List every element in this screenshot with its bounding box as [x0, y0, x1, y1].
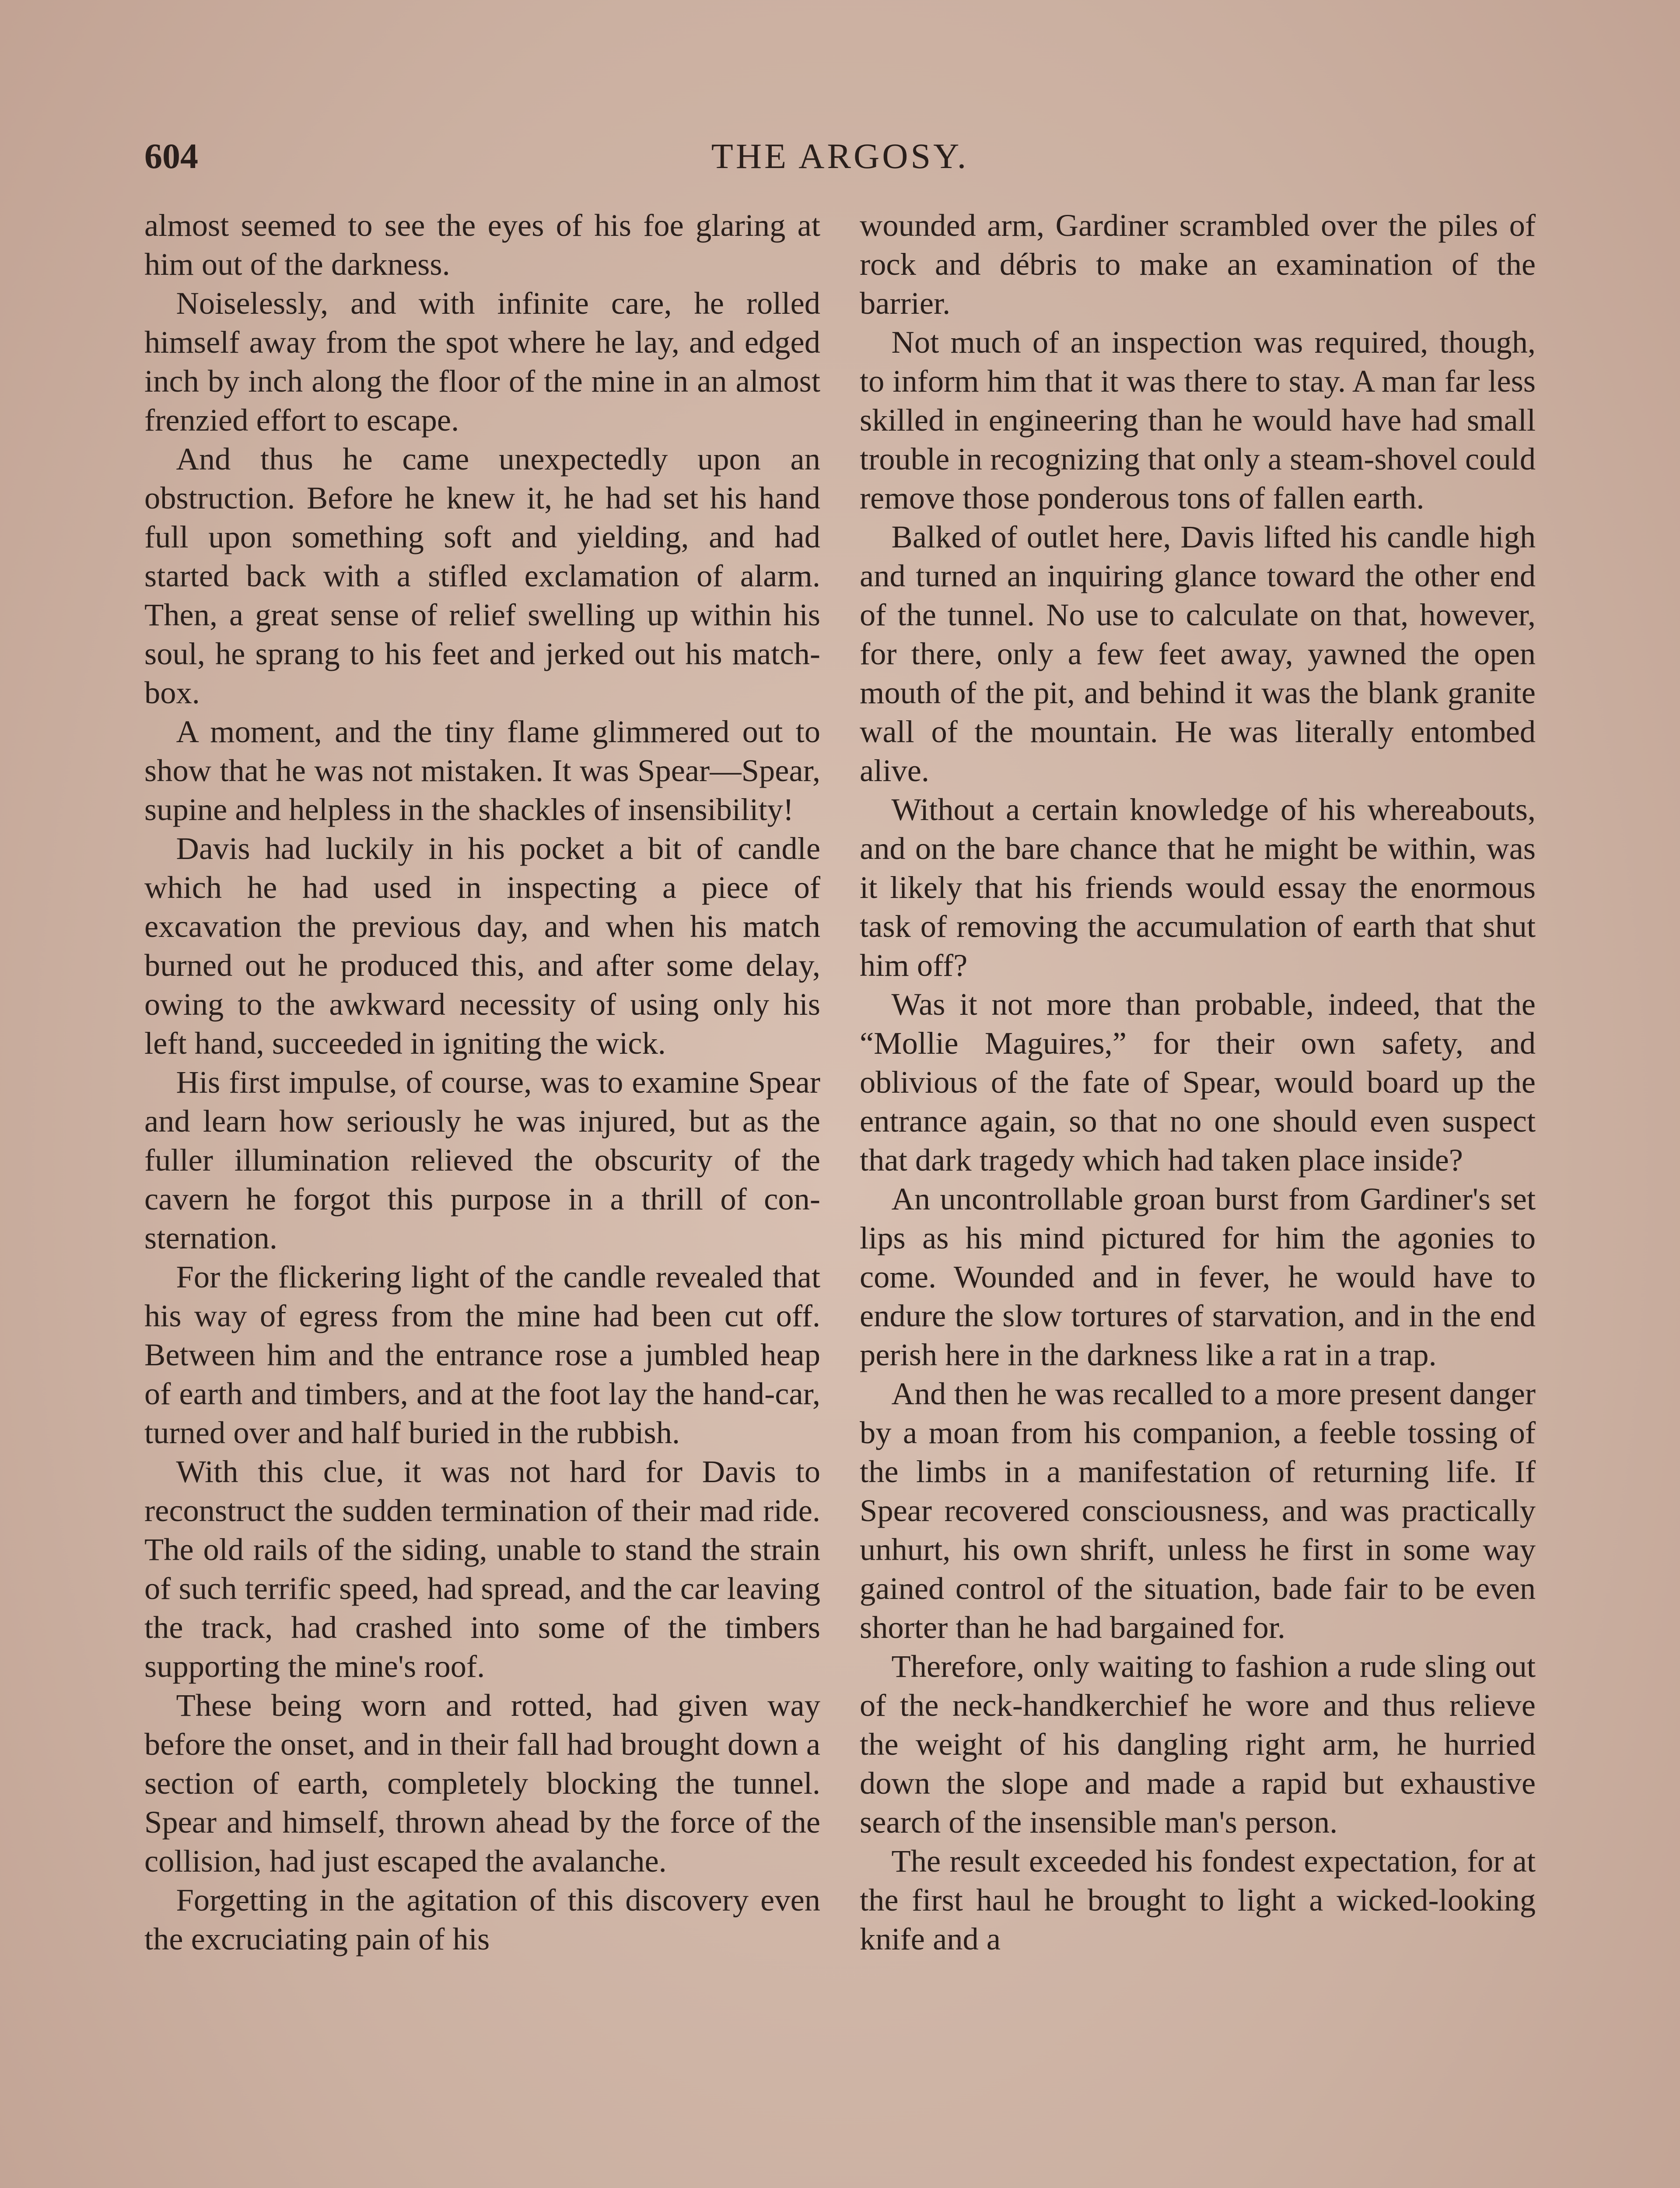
paragraph: And then he was recalled to a more present danger by a moan from his companion, a feeble tossing of the limbs in a manifestation of returning life. If Spear recovered consciousness, and was practically unhurt, his own shrift, unless he first in some way gained control of the situation, bade fair to be even shorter than he had bargained for.	[860, 1376, 1536, 1645]
paragraph: Balked of outlet here, Davis lifted his candle high and turned an inquiring glance toward the other end of the tunnel. No use to calculate on that, however, for there, only a few feet away, yawned the open mouth of the pit, and behind it was the blank granite wall of the mountain. He was literally entombed alive.	[860, 519, 1536, 788]
paragraph: almost seemed to see the eyes of his foe glaring at him out of the darkness.	[144, 207, 820, 282]
paragraph: A moment, and the tiny flame glimmered out to show that he was not mistaken. It was Spear—Spear, supine and helpless in the shackles of insensibility!	[144, 714, 820, 827]
left-column	[144, 206, 820, 1958]
page-header	[144, 127, 1536, 184]
paragraph: Was it not more than probable, indeed, that the “Mollie Maguires,” for their own safety, and oblivious of the fate of Spear, would board up the entrance again, so that no one should even suspect that dark tragedy which had taken place inside?	[860, 986, 1536, 1178]
paragraph: Therefore, only waiting to fashion a rude sling out of the neck-handkerchief he wore and thus relieve the weight of his dangling right arm, he hurried down the slope and made a rapid but exhaustive search of the insensible man's person.	[860, 1648, 1536, 1840]
paragraph: wounded arm, Gardiner scrambled over the piles of rock and débris to make an examination of the barrier.	[860, 207, 1536, 321]
paragraph: Forgetting in the agitation of this discovery even the excruciating pain of his	[144, 1882, 820, 1957]
paragraph: Not much of an inspection was required, though, to inform him that it was there to stay. A man far less skilled in engineering than he would have had small trouble in recognizing that only a steam-shovel could remove those ponderous tons of fallen earth.	[860, 324, 1536, 515]
paragraph: Without a certain knowledge of his whereabouts, and on the bare chance that he might be within, was it likely that his friends would essay the enormous task of removing the accumulation of earth that shut him off?	[860, 792, 1536, 983]
paragraph: The result exceeded his fondest expectation, for at the first haul he brought to light a wicked-looking knife and a	[860, 1843, 1536, 1957]
paragraph: With this clue, it was not hard for Davis to reconstruct the sudden termination of their mad ride. The old rails of the siding, unable to stand the strain of such terrific speed, had spread, and the car leaving the track, had crashed into some of the timbers supporting the mine's roof.	[144, 1454, 820, 1684]
paragraph: An uncontrollable groan burst from Gardiner's set lips as his mind pictured for him the agonies to come. Wounded and in fever, he would have to endure the slow tortures of starvation, and in the end perish here in the darkness like a rat in a trap.	[860, 1181, 1536, 1372]
paragraph: Noiselessly, and with infinite care, he rolled himself away from the spot where he lay, and edged inch by inch along the floor of the mine in an almost frenzied effort to escape.	[144, 285, 820, 438]
paragraph: These being worn and rotted, had given way before the onset, and in their fall had brought down a section of earth, completely blocking the tunnel. Spear and himself, thrown ahead by the force of the collision, had just escaped the avalanche.	[144, 1687, 820, 1879]
paragraph: Davis had luckily in his pocket a bit of candle which he had used in inspecting a piece of excavation the previous day, and when his match burned out he produced this, and after some delay, owing to the awkward necessity of using only his left hand, succeeded in igniting the wick.	[144, 831, 820, 1061]
paragraph: His first impulse, of course, was to examine Spear and learn how seriously he was injured, but as the fuller illumination relieved the obscurity of the cavern he forgot this purpose in a thrill of consternation.	[144, 1064, 820, 1255]
paragraph: And thus he came unexpectedly upon an obstruction. Before he knew it, he had set his hand full upon something soft and yielding, and had started back with a stifled exclamation of alarm. Then, a great sense of relief swelling up within his soul, he sprang to his feet and jerked out his match-box.	[144, 441, 820, 710]
page-number: 604	[144, 136, 198, 176]
running-title: THE ARGOSY.	[711, 136, 969, 176]
paragraph: For the flickering light of the candle revealed that his way of egress from the mine had been cut off. Between him and the entrance rose a jumbled heap of earth and timbers, and at the foot lay the hand-car, turned over and half buried in the rubbish.	[144, 1259, 820, 1450]
right-column	[860, 206, 1536, 1958]
